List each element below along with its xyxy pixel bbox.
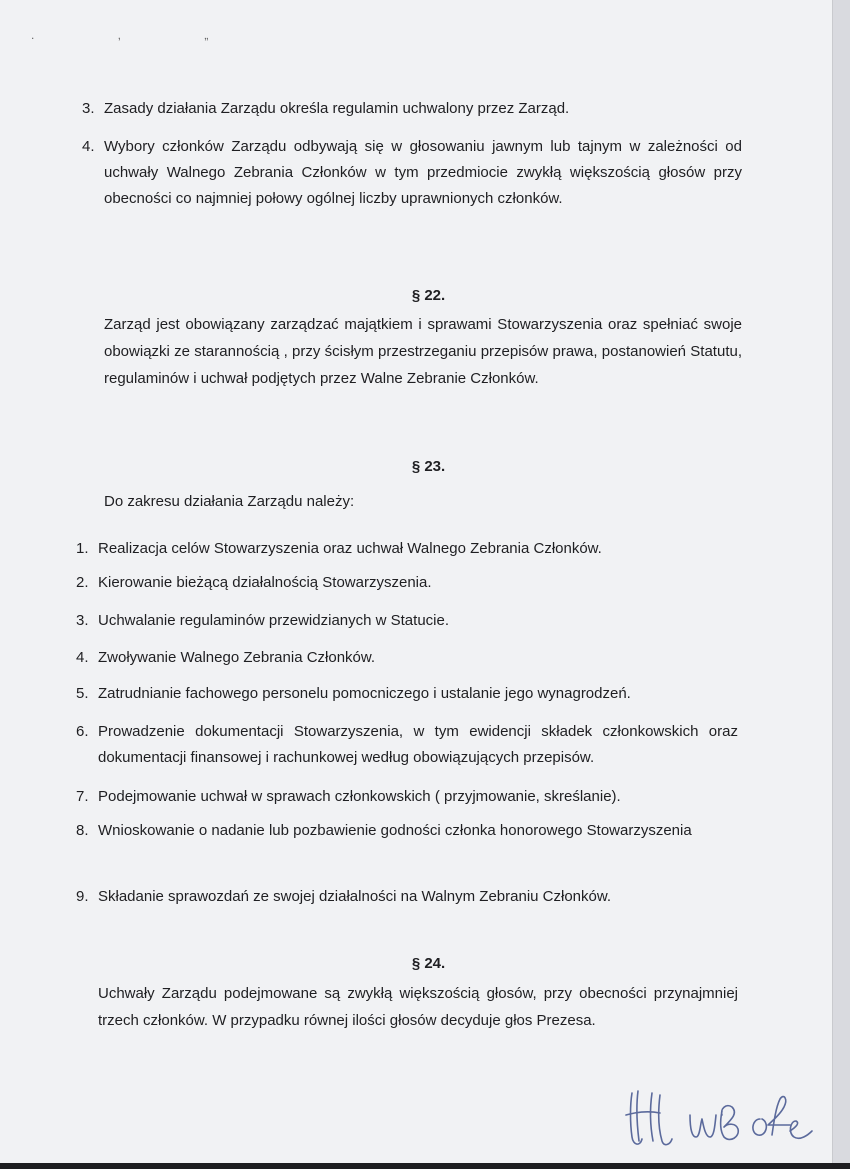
item-number: 8.: [76, 822, 89, 839]
section-heading-24: § 24.: [411, 955, 446, 972]
item-number: 3.: [76, 612, 89, 629]
item-number: 6.: [76, 723, 89, 740]
section-24-paragraph: Uchwały Zarządu podejmowane są zwykłą większością głosów, przy obecności przynajmniej trzech członków. W przypadku równej ilości głosów decyduje głos Prezesa.: [98, 985, 738, 1029]
item-text: Uchwalanie regulaminów przewidzianych w Statucie.: [98, 612, 449, 629]
item-number: 4.: [76, 649, 89, 666]
item-number: 9.: [76, 888, 89, 905]
item-text: Składanie sprawozdań ze swojej działalności na Walnym Zebraniu Członków.: [98, 888, 612, 905]
section-22-paragraph: Zarząd jest obowiązany zarządzać majątkiem i sprawami Stowarzyszenia oraz spełniać swoje obowiązki ze starannością , przy ścisłym przestrzeganiu przepisów prawa, postanowień Statutu, regulaminów i uchwał podjętych przez Walne Zebranie Członków.: [104, 316, 742, 387]
section-heading-23: § 23.: [411, 458, 446, 475]
item-number: 7.: [76, 788, 89, 805]
item-number: 4.: [82, 138, 95, 155]
item-text: Zatrudnianie fachowego personelu pomocniczego i ustalanie jego wynagrodzeń.: [98, 685, 631, 702]
handwritten-signature: [620, 1085, 820, 1155]
scan-marks: . , „: [31, 28, 249, 42]
item-number: 5.: [76, 685, 89, 702]
item-number: 3.: [82, 100, 95, 117]
item-text: Kierowanie bieżącą działalnością Stowarzyszenia.: [98, 574, 432, 591]
item-text: Wnioskowanie o nadanie lub pozbawienie godności członka honorowego Stowarzyszenia: [98, 822, 692, 839]
item-text: Prowadzenie dokumentacji Stowarzyszenia, w tym ewidencji składek członkowskich oraz dokumentacji finansowej i rachunkowej według obowiązujących przepisów.: [98, 723, 738, 766]
item-number: 1.: [76, 540, 89, 557]
item-text: Zwoływanie Walnego Zebrania Członków.: [98, 649, 376, 666]
item-text: Realizacja celów Stowarzyszenia oraz uchwał Walnego Zebrania Członków.: [98, 540, 602, 557]
item-text: Podejmowanie uchwał w sprawach członkowskich ( przyjmowanie, skreślanie).: [98, 788, 621, 805]
section-heading-22: § 22.: [411, 287, 446, 304]
item-number: 2.: [76, 574, 89, 591]
scan-edge-strip: [0, 1163, 850, 1169]
item-text: Wybory członków Zarządu odbywają się w głosowaniu jawnym lub tajnym w zależności od uchwały Walnego Zebrania Członków w tym przedmiocie zwykłą większością głosów przy obecności co najmniej połowy ogólnej liczby uprawnionych członków.: [104, 138, 742, 207]
item-text: Zasady działania Zarządu określa regulamin uchwalony przez Zarząd.: [104, 100, 570, 117]
section-23-intro: Do zakresu działania Zarządu należy:: [104, 493, 355, 510]
